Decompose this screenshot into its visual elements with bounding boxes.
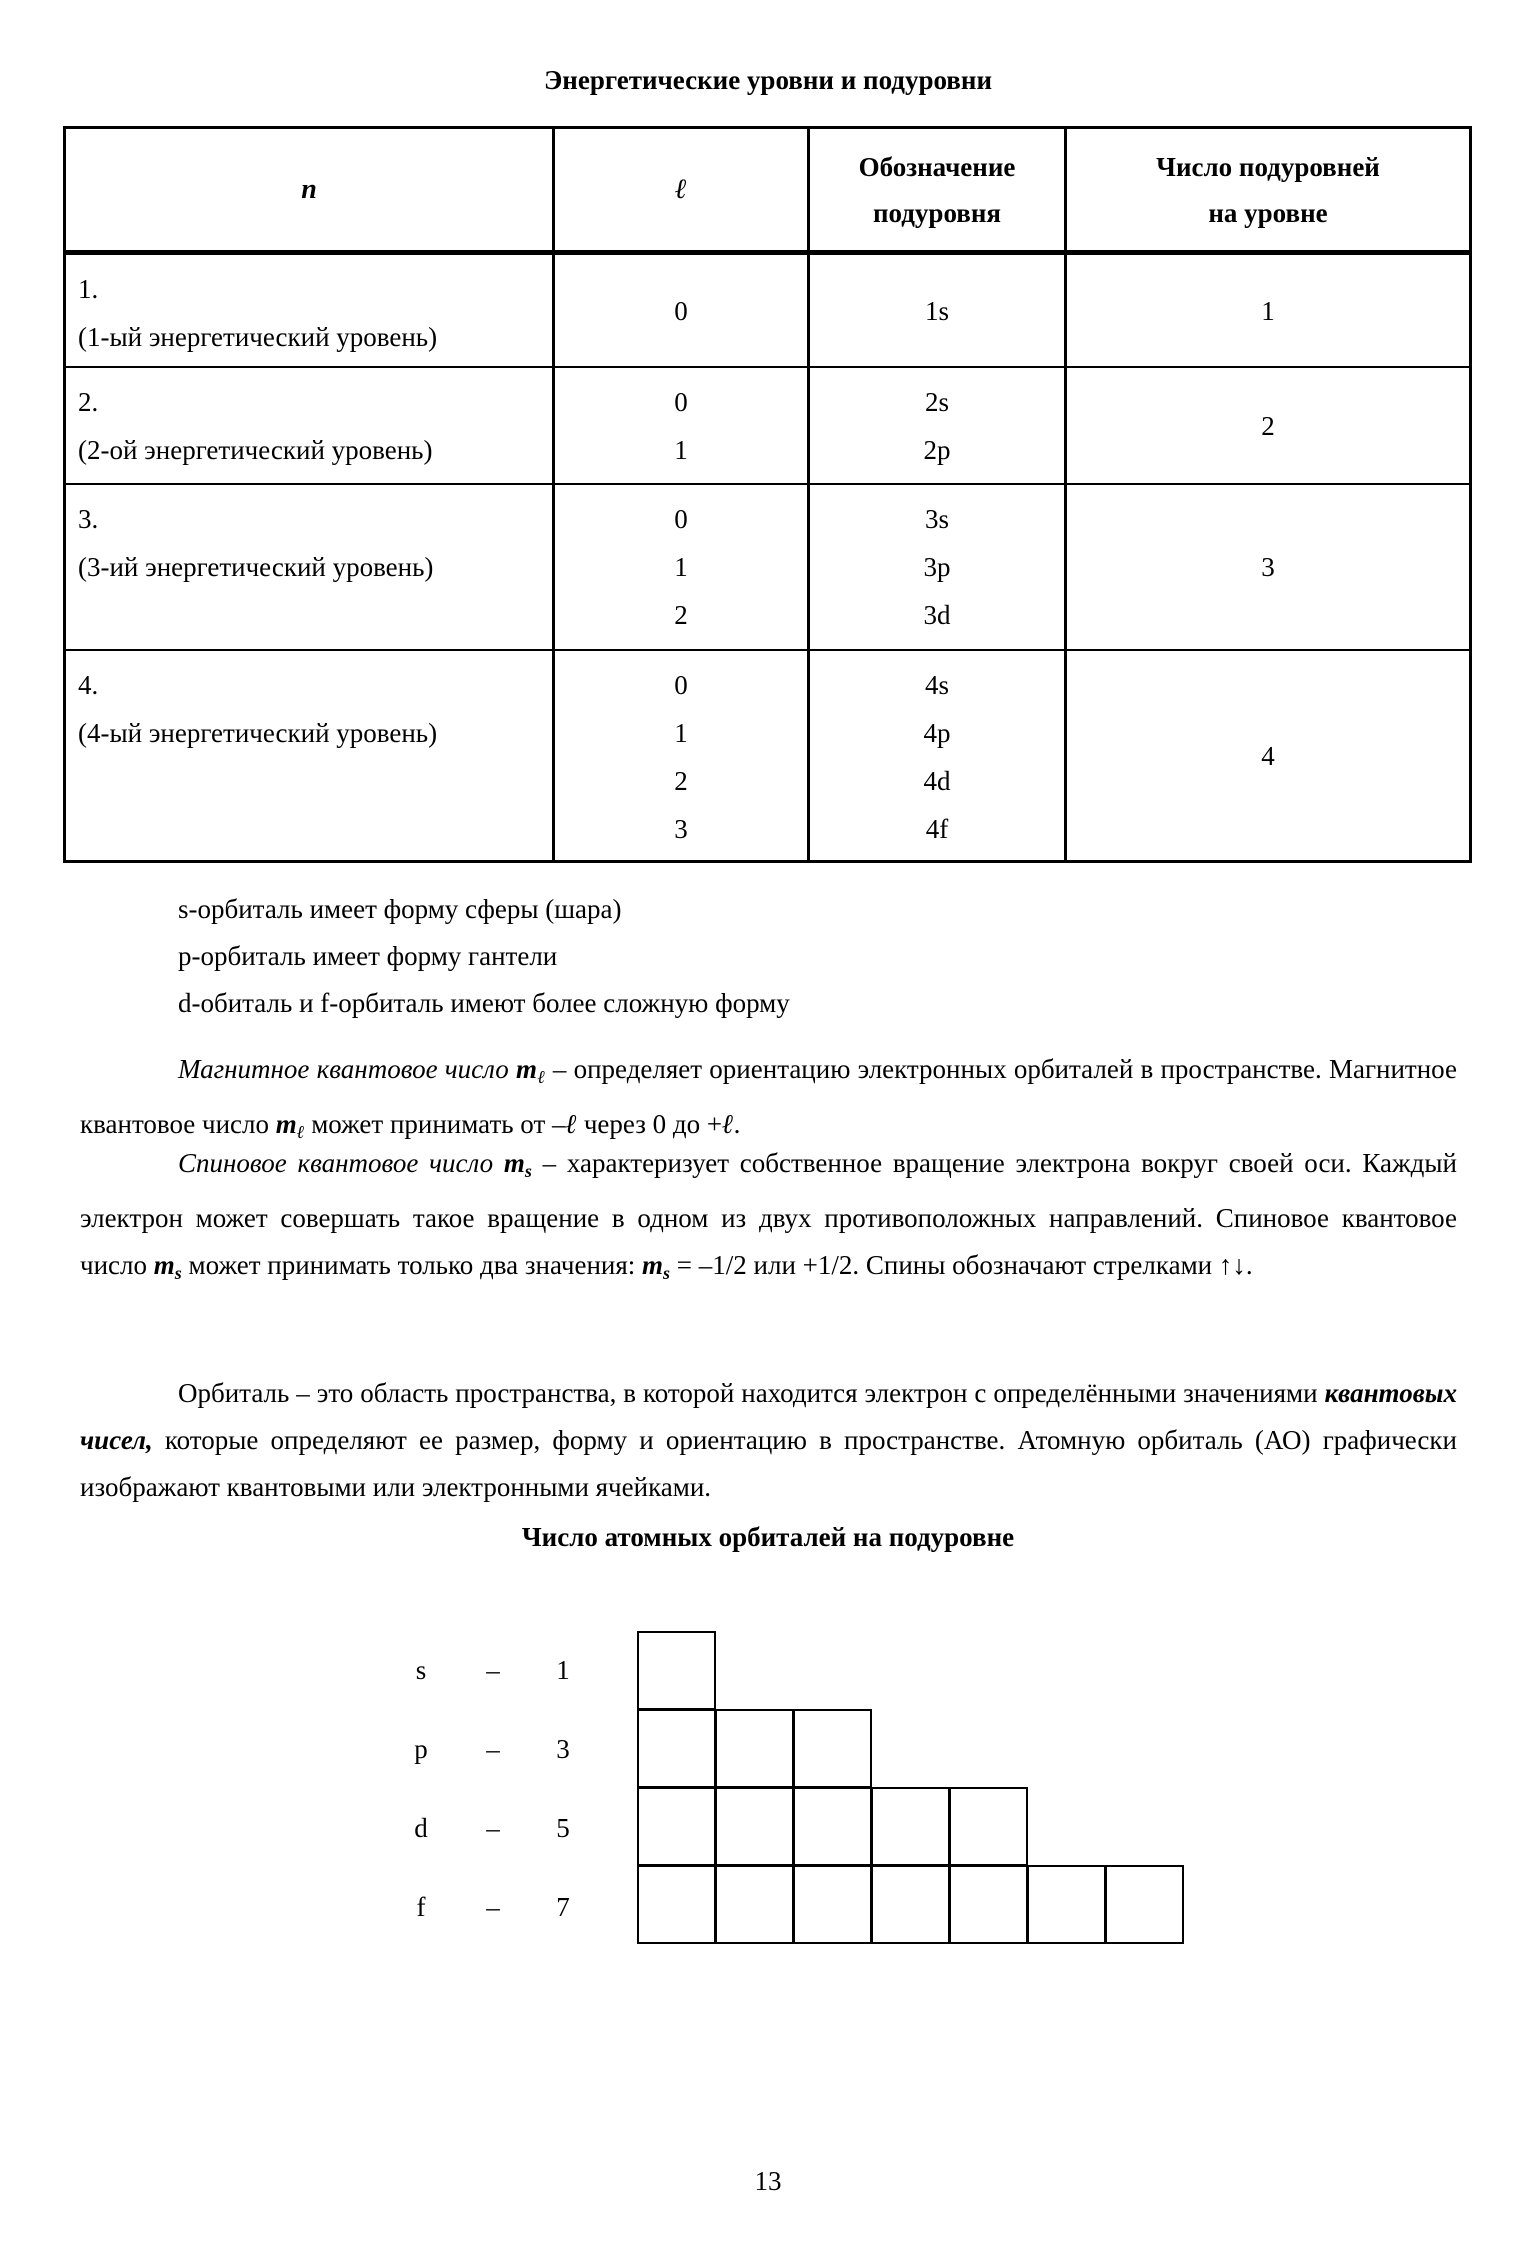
l-value: 1 (674, 718, 688, 748)
orbital-row-d (401, 1789, 583, 1868)
note-s-orbital: s-орбиталь имеет форму сферы (шара) (178, 894, 622, 924)
orbital-cell-d (949, 1787, 1028, 1866)
ml-symbol: $m_\ell$ (275, 1109, 305, 1142)
orbital-labels (401, 1631, 583, 1947)
page-title: Энергетические уровни и подуровни (543, 65, 993, 95)
table-row-2-l (555, 368, 807, 483)
sublevel-count: 4 (1261, 740, 1275, 771)
orbital-cell-f (1105, 1865, 1184, 1944)
note-d-f-orbital: d-обиталь и f-орбиталь имеют более сложную форму (178, 988, 790, 1018)
orbital-dash: – (486, 1734, 500, 1764)
level-number: 2. (78, 387, 99, 417)
spin-term: Спиновое квантовое число (178, 1148, 494, 1178)
header-l (555, 129, 807, 250)
header-designation (810, 129, 1064, 250)
orbital-dash: – (486, 1813, 500, 1843)
spin-text: = –1/2 или +1/2. Спины обозначают стрелками ↑↓. (670, 1250, 1253, 1280)
orbital-count: 5 (556, 1813, 570, 1843)
orbital-cell-d (871, 1787, 950, 1866)
orbital-type: d (414, 1813, 428, 1843)
table-row-2-count (1067, 368, 1469, 483)
page-number: 13 (754, 2166, 782, 2196)
l-value: 0 (674, 387, 688, 417)
table-row-1-l (555, 255, 807, 366)
orbital-count: 3 (556, 1734, 570, 1764)
sublevel: 4d (923, 766, 951, 796)
orbital-count: 1 (556, 1655, 570, 1685)
table-row-4-n (66, 651, 552, 860)
level-number: 1. (78, 274, 99, 304)
orbital-text: которые определяют ее размер, форму и ориентацию в пространстве. Атомную орбиталь (АО) графически изображают квантовыми или электронными ячейками. (80, 1425, 1457, 1502)
table-row-2-n (66, 368, 552, 483)
header-n (66, 129, 552, 250)
sublevel: 4p (923, 718, 951, 748)
orbital-cell-p (793, 1709, 872, 1788)
level-description: (4-ый энергетический уровень) (78, 718, 438, 748)
orbital-text: Орбиталь – это область пространства, в которой находится электрон с определёнными значениями (178, 1378, 1325, 1408)
orbital-cell-f (637, 1865, 716, 1944)
table-row-4-count (1067, 651, 1469, 860)
orbital-cell-p (715, 1709, 794, 1788)
header-l-label: ℓ (675, 173, 687, 205)
spin-quantum-paragraph (80, 1140, 1457, 1297)
level-description: (2-ой энергетический уровень) (78, 435, 433, 465)
sublevel: 2p (923, 435, 951, 465)
magnetic-term: Магнитное квантовое число (178, 1054, 509, 1084)
table-row-1-n (66, 255, 552, 366)
orbital-row-p (401, 1710, 583, 1789)
l-symbol: ℓ (565, 1109, 578, 1139)
magnetic-text: через 0 до + (577, 1109, 723, 1139)
orbital-cell-d (637, 1787, 716, 1866)
table-row-4-sublevels (810, 651, 1064, 860)
orbital-cells-diagram (637, 1631, 1197, 1951)
orbital-cell-f (793, 1865, 872, 1944)
magnetic-text: – определяет ориентацию электронных орбиталей в пространстве. Магнитное квантовое число (80, 1054, 1457, 1139)
orbital-cell-f (871, 1865, 950, 1944)
l-value: 0 (674, 504, 688, 534)
note-p-orbital: p-орбиталь имеет форму гантели (178, 941, 558, 971)
orbitals-heading: Число атомных орбиталей на подуровне (521, 1522, 1015, 1552)
table-row-1-sublevels (810, 255, 1064, 366)
l-value: 2 (674, 600, 688, 630)
l-value: 3 (674, 814, 688, 844)
table-row-3-sublevels (810, 485, 1064, 649)
sublevel-count: 1 (1261, 295, 1275, 326)
header-designation-line2: подуровня (872, 197, 1002, 228)
sublevel: 3p (923, 552, 951, 582)
magnetic-text: . (733, 1109, 741, 1139)
ms-symbol: $m_s$ (503, 1148, 532, 1181)
ml-symbol: $m_\ell$ (515, 1054, 546, 1087)
sublevel: 3s (924, 504, 949, 534)
magnetic-text: может принимать от – (304, 1109, 566, 1139)
sublevel: 1s (924, 295, 949, 326)
orbital-cell-f (1027, 1865, 1106, 1944)
l-value: 0 (674, 295, 688, 326)
header-count-line1: Число подуровней (1156, 151, 1380, 182)
sublevel: 4f (925, 814, 949, 844)
sublevel-count: 3 (1261, 552, 1275, 582)
ms-symbol: $m_s$ (642, 1250, 671, 1283)
sublevel: 3d (923, 600, 951, 630)
orbital-row-f (401, 1868, 583, 1947)
l-value: 0 (674, 670, 688, 700)
header-designation-line1: Обозначение (858, 151, 1016, 182)
l-value: 1 (674, 435, 688, 465)
ms-symbol: $m_s$ (153, 1250, 182, 1283)
orbital-definition-paragraph (80, 1370, 1457, 1511)
table-row-3-l (555, 485, 807, 649)
orbital-shape-notes (178, 886, 790, 1027)
orbital-dash: – (486, 1655, 500, 1685)
header-n-label: n (301, 173, 317, 205)
header-count-line2: на уровне (1208, 197, 1328, 228)
orbital-type: s (415, 1655, 427, 1685)
table-row-4-l (555, 651, 807, 860)
table-row-3-n (66, 485, 552, 649)
table-row-1-count (1067, 255, 1469, 366)
sublevel-count: 2 (1261, 410, 1275, 441)
level-description: (3-ий энергетический уровень) (78, 552, 434, 582)
spin-text: – характеризует собственное вращение электрона вокруг своей оси. Каждый электрон может совершать такое вращение в одном из двух противоположных направлений. Спиновое квантовое число (80, 1148, 1457, 1280)
sublevel: 4s (924, 670, 949, 700)
l-symbol: ℓ (722, 1109, 734, 1139)
orbital-dash: – (486, 1892, 500, 1922)
orbital-count: 7 (556, 1892, 570, 1922)
orbital-cell-d (793, 1787, 872, 1866)
orbital-cell-p (637, 1709, 716, 1788)
level-description: (1-ый энергетический уровень) (78, 322, 438, 352)
l-value: 1 (674, 552, 688, 582)
spin-text: может принимать только два значения: (181, 1250, 643, 1280)
level-number: 4. (78, 670, 99, 700)
orbital-type: p (414, 1734, 428, 1764)
orbital-cell-s (637, 1631, 716, 1710)
sublevel: 2s (924, 387, 949, 417)
l-value: 2 (674, 766, 688, 796)
header-count (1067, 129, 1469, 250)
orbital-cell-d (715, 1787, 794, 1866)
quantum-numbers-emphasis: квантовых чисел, (80, 1378, 1457, 1455)
level-number: 3. (78, 504, 99, 534)
orbital-cell-f (715, 1865, 794, 1944)
orbital-cell-f (949, 1865, 1028, 1944)
table-row-2-sublevels (810, 368, 1064, 483)
orbital-row-s (401, 1631, 583, 1710)
orbital-type: f (416, 1892, 426, 1922)
energy-levels-table (63, 126, 1472, 863)
table-row-3-count (1067, 485, 1469, 649)
